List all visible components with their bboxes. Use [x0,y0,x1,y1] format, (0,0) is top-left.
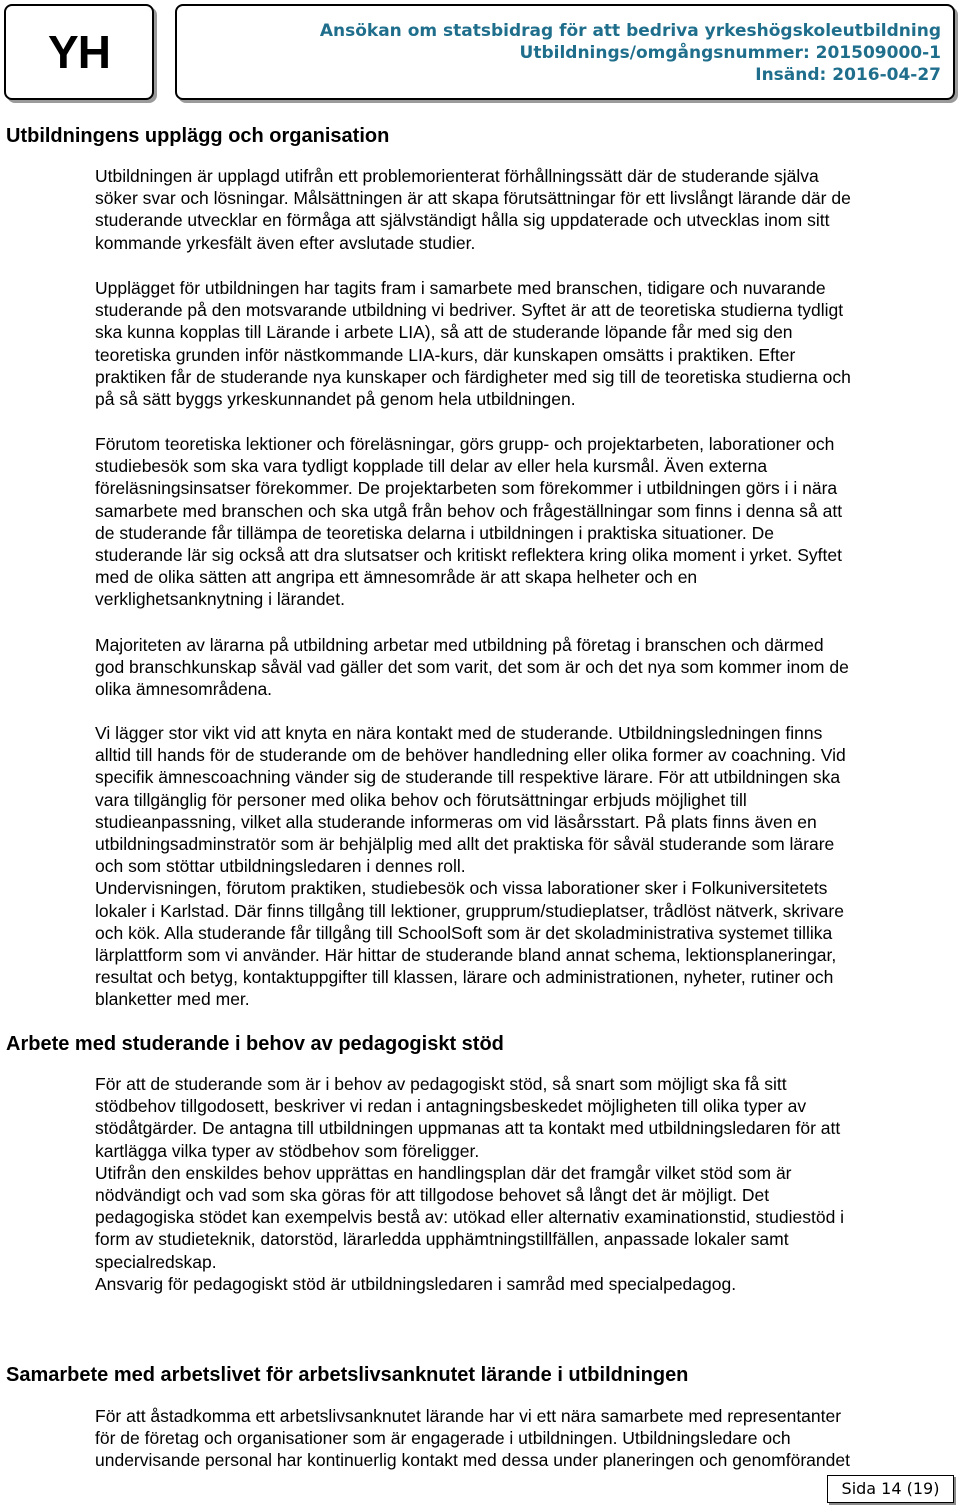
header-title: Ansökan om statsbidrag för att bedriva yrkeshögskoleutbildning [319,21,941,41]
paragraph-upplagg-3: Förutom teoretiska lektioner och föreläsningar, görs grupp- och projektarbeten, laborationer och studiebesök som ska vara tydligt kopplade till delar av eller hela kursmål. Även externa föreläsningsinsatser förekommer. De projektarbeten som förekommer i utbildningen görs i i nära samarbete med branschen och ska utgå från behov och frågeställningar som finns i denna så att de studerande får tillämpa de teoretiska delarna i utbildningen i praktiska situationer. De studerande lär sig också att dra slutsatser och kritiskt reflektera kring olika moment i yrket. Syftet med de olika sätten att angripa ett ämnesområde är att skapa helheter och en verklighetsanknytning i lärandet. [95,434,843,610]
paragraph-upplagg-1: Utbildningen är upplagd utifrån ett problemorienterat förhållningssätt där de studerande själva söker svar och lösningar. Målsättningen är att skapa förutsättningar för ett livslångt lärande där de studerande utvecklar en förmåga att självständigt hålla sig uppdaterade och utvecklas inom sitt kommande yrkesfält även efter avslutade studier. [95,166,851,253]
paragraph-upplagg-2: Upplägget för utbildningen har tagits fram i samarbete med branschen, tidigare och nuvarande studerande på den motsvarande utbildning vi bedriver. Syftet är att de teoretiska studierna tydligt ska kunna kopplas till Lärande i arbete LIA), så att de studerande löpande får med sig den teoretiska grunden inför nästkommande LIA-kurs, där kunskapen omsätts i praktiken. Efter praktiken får de studerande nya kunskaper och färdigheter med sig till de teoretiska studierna och på så sätt byggs yrkeskunnandet på genom hela utbildningen. [95,278,851,410]
header-submitted-date: Insänd: 2016-04-27 [755,65,941,85]
section-heading-samarbete-arbetslivet: Samarbete med arbetslivet för arbetslivsanknutet lärande i utbildningen [6,1364,689,1386]
paragraph-pedagogiskt-stod-1: För att de studerande som är i behov av pedagogiskt stöd, så snart som möjligt ska få sitt stödbehov tillgodosett, beskriver vi redan i antagningsbeskedet möjligheten till olika typer av stödåtgärder. De antagna till utbildningen uppmanas att ta kontakt med utbildningsledaren för att kartlägga vilka typer av stödbehov som föreligger. Utifrån den enskildes behov upprättas en handlingsplan där det framgår vilket stöd som är nödvändigt och vad som ska göras för att tillgodose behovet så långt det är möjligt. Det pedagogiska stödet kan exempelvis bestå av: utökad eller alternativ examinationstid, studiestöd i form av studieteknik, datorstöd, lärarledda upphämtningstillfällen, anpassade lokaler samt specialredskap. Ansvarig för pedagogiskt stöd är utbildningsledaren i samråd med specialpedagog. [95,1074,845,1294]
paragraph-upplagg-4: Majoriteten av lärarna på utbildning arbetar med utbildning på företag i branschen och därmed god branschkunskap såväl vad gäller det som varit, det som är och det nya som kommer inom de olika ämnesområdena. [95,635,849,700]
section-heading-pedagogiskt-stod: Arbete med studerande i behov av pedagogiskt stöd [6,1033,504,1055]
page-number: Sida 14 (19) [827,1475,954,1503]
document-header [175,4,955,100]
yh-logo-text: YH [48,26,110,78]
paragraph-samarbete-arbetslivet-1: För att åstadkomma ett arbetslivsanknutet lärande har vi ett nära samarbete med representanter för de företag och organisationer som är engagerade i utbildningen. Utbildningsledare och undervisande personal har kontinuerlig kontakt med dessa under planeringen och genomförandet [95,1406,850,1471]
header-program-number: Utbildnings/omgångsnummer: 201509000-1 [519,43,941,63]
paragraph-upplagg-5: Vi lägger stor vikt vid att knyta en nära kontakt med de studerande. Utbildningsledningen finns alltid till hands för de studerande om de behöver handledning eller olika former av coachning. Vid specifik ämnescoachning vänder sig de studerande till respektive lärare. För att utbildningen ska vara tillgänglig för personer med olika behov och förutsättningar erbjuds möjlighet till studieanpassning, vilket alla studerande informeras om vid läsårsstart. På plats finns även en utbildningsadminstratör som är behjälplig med allt det praktiska för såväl studerande som lärare och som stöttar utbildningsledaren i dennes roll. Undervisningen, förutom praktiken, studiebesök och vissa laborationer sker i Folkuniversitetets lokaler i Karlstad. Där finns tillgång till lektioner, grupprum/studieplatser, trådlöst nätverk, skrivare och kök. Alla studerande får tillgång till SchoolSoft som är det skoladministrativa systemet tillika lärplattform som vi använder. Här hittar de studerande bland annat schema, lektionsplaneringar, resultat och betyg, kontaktuppgifter till klassen, lärare och administrationen, nyheter, rutiner och blanketter med mer. [95,723,846,1010]
yh-logo [4,4,154,100]
section-heading-upplagg: Utbildningens upplägg och organisation [6,125,390,147]
